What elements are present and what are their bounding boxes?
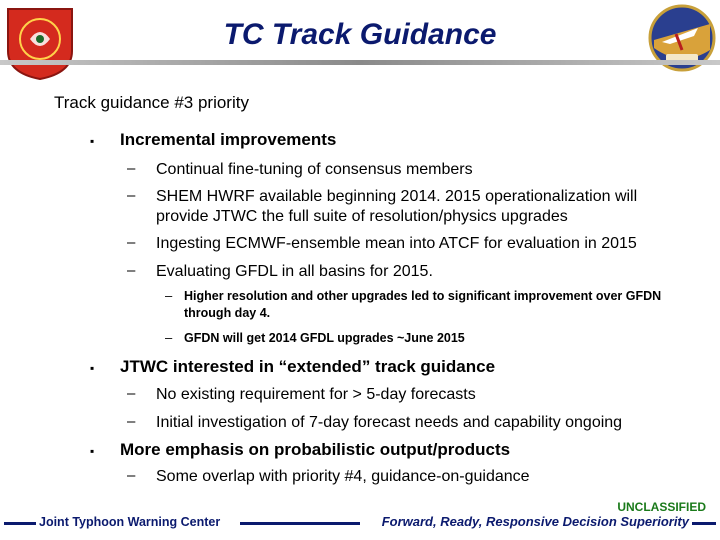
sub-item: Some overlap with priority #4, guidance-on-guidance: [156, 468, 530, 485]
footer-divider-left: [4, 522, 38, 525]
footer-divider-right: [688, 522, 716, 525]
square-bullet-icon: ▪: [90, 134, 95, 148]
section-heading: Track guidance #3 priority: [54, 93, 249, 112]
dash-icon: –: [127, 187, 136, 204]
sub-sub-item: GFDN will get 2014 GFDL upgrades ~June 2015: [184, 331, 465, 345]
square-bullet-icon: ▪: [90, 361, 95, 375]
sub-sub-item: Higher resolution and other upgrades led to significant improvement over GFDN through day 4.: [184, 289, 662, 320]
classification-marking: UNCLASSIFIED: [617, 500, 706, 514]
footer-divider-middle: [240, 522, 360, 525]
footer-organization: Joint Typhoon Warning Center: [36, 515, 223, 529]
dash-icon: –: [127, 160, 136, 177]
sub-item: SHEM HWRF available beginning 2014. 2015 operationalization will provide JTWC the full suite of resolution/physics upgrades: [156, 188, 638, 225]
dash-icon: –: [127, 467, 136, 484]
sub-item: Continual fine-tuning of consensus members: [156, 161, 473, 178]
bullet-label: More emphasis on probabilistic output/products: [120, 440, 511, 459]
dash-icon: –: [165, 288, 173, 303]
sub-item: Ingesting ECMWF-ensemble mean into ATCF for evaluation in 2015: [156, 235, 637, 252]
sub-item: No existing requirement for > 5-day forecasts: [156, 386, 476, 403]
dash-icon: –: [127, 413, 136, 430]
bullet-label: JTWC interested in “extended” track guidance: [120, 357, 496, 376]
dash-icon: –: [127, 234, 136, 251]
sub-item: Evaluating GFDL in all basins for 2015.: [156, 263, 433, 280]
square-bullet-icon: ▪: [90, 444, 95, 458]
dash-icon: –: [127, 385, 136, 402]
sub-item: Initial investigation of 7-day forecast needs and capability ongoing: [156, 414, 623, 431]
dash-icon: –: [165, 330, 173, 345]
footer-motto: Forward, Ready, Responsive Decision Superiority: [379, 514, 692, 529]
dash-icon: –: [127, 262, 136, 279]
slide-title: TC Track Guidance: [223, 18, 497, 51]
bullet-label: Incremental improvements: [120, 130, 337, 149]
title-divider: [0, 60, 720, 65]
